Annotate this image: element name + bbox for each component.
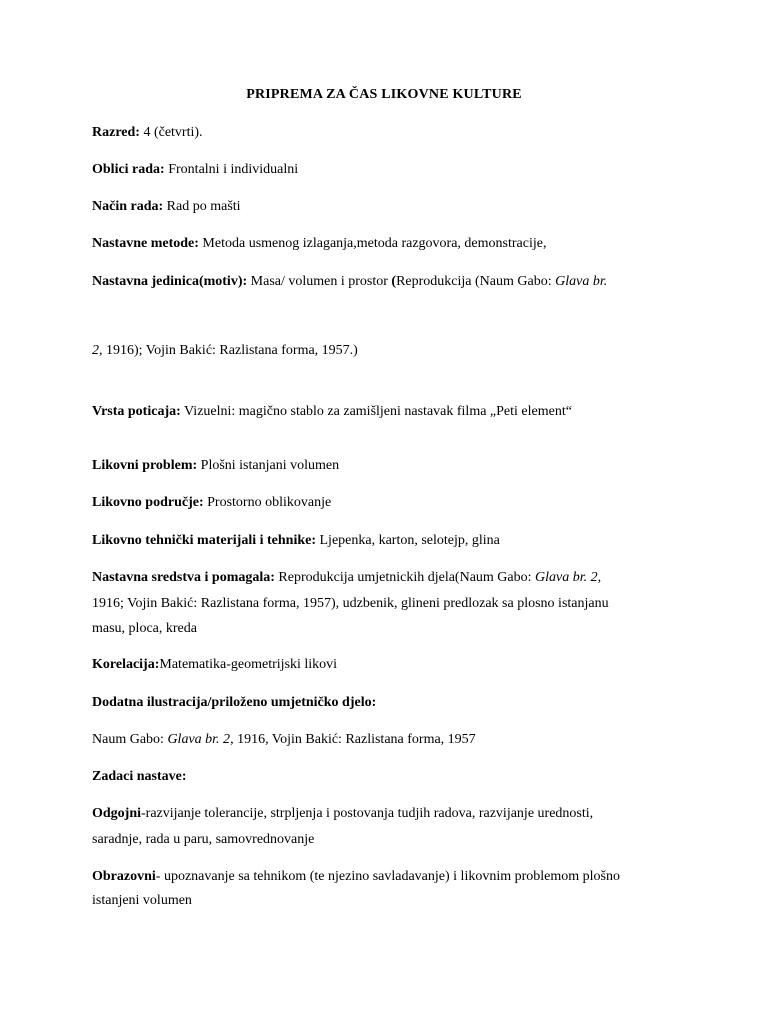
sredstva-value: Reprodukcija umjetnickih djela(Naum Gabo:	[274, 570, 536, 585]
document-title: PRIPREMA ZA ČAS LIKOVNE KULTURE	[246, 87, 522, 102]
nastavne-metode-value: Metoda usmenog izlaganja,metoda razgovora, demonstracije,	[198, 236, 547, 251]
sredstva-line-2: 1916; Vojin Bakić: Razlistana forma, 1957), udzbenik, glineni predlozak sa plosno istanjanu	[92, 596, 609, 611]
likovno-podrucje-line	[92, 495, 331, 511]
vrsta-poticaja-label: Vrsta poticaja:	[92, 404, 181, 419]
obrazovni-line	[92, 869, 620, 885]
likovno-podrucje-value: Prostorno oblikovanje	[203, 495, 332, 510]
nastavne-metode-label: Nastavne metode:	[92, 236, 199, 251]
sredstva-label: Nastavna sredstva i pomagala:	[92, 570, 275, 585]
naum-gabo-rest: , 1916, Vojin Bakić: Razlistana forma, 1957	[230, 732, 476, 747]
vrsta-poticaja-value: Vizuelni: magično stablo za zamišljeni nastavak filma „Peti element“	[180, 404, 572, 419]
likovni-problem-label: Likovni problem:	[92, 458, 198, 473]
nastavna-jedinica-continued	[92, 343, 358, 359]
materijali-line	[92, 533, 500, 549]
vrsta-poticaja-line	[92, 404, 572, 420]
obrazovni-value: - upoznavanje sa tehnikom (te njezino savladavanje) i likovnim problemom plošno	[155, 869, 620, 884]
materijali-label: Likovno tehnički materijali i tehnike:	[92, 533, 316, 548]
nacin-rada-label: Način rada:	[92, 199, 164, 214]
materijali-value: Ljepenka, karton, selotejp, glina	[316, 533, 500, 548]
nastavna-jedinica-line	[92, 274, 607, 290]
nastavna-jedinica-label: Nastavna jedinica(motiv):	[92, 274, 248, 289]
sredstva-comma: ,	[597, 570, 602, 585]
obrazovni-label: Obrazovni	[92, 869, 156, 884]
oblici-rada-label: Oblici rada:	[92, 162, 165, 177]
naum-gabo-artwork-italic: Glava br. 2	[167, 732, 231, 747]
zadaci-nastave-heading	[92, 769, 187, 785]
naum-gabo-text: Naum Gabo:	[92, 732, 168, 747]
odgojni-label: Odgojni	[92, 806, 142, 821]
sredstva-line	[92, 570, 601, 586]
paren: (	[391, 274, 397, 289]
nacin-rada-line	[92, 199, 241, 215]
reprodukcija-text: Reprodukcija (Naum Gabo:	[396, 274, 556, 289]
naum-gabo-line	[92, 732, 476, 748]
sredstva-artwork-italic: Glava br. 2	[535, 570, 598, 585]
reprodukcija-continued: , 1916); Vojin Bakić: Razlistana forma, 1957.)	[99, 343, 358, 358]
nastavne-metode-line	[92, 236, 546, 252]
nacin-rada-value: Rad po mašti	[163, 199, 241, 214]
razred-label: Razred:	[92, 125, 140, 140]
korelacija-value: Matematika-geometrijski likovi	[159, 657, 338, 672]
odgojni-value: -razvijanje tolerancije, strpljenja i postovanja tudjih radova, razvijanje urednosti,	[141, 806, 594, 821]
korelacija-line	[92, 657, 337, 673]
nastavna-jedinica-value: Masa/ volumen i prostor	[247, 274, 392, 289]
razred-value: 4 (četvrti).	[139, 125, 203, 140]
oblici-rada-value: Frontalni i individualni	[164, 162, 299, 177]
artwork-title-italic: Glava br.	[555, 274, 608, 289]
odgojni-line	[92, 806, 593, 822]
odgojni-line-2: saradnje, rada u paru, samovrednovanje	[92, 832, 315, 847]
oblici-rada-line	[92, 162, 298, 178]
razred-line	[92, 125, 203, 141]
dodatna-ilustracija-heading	[92, 695, 376, 711]
artwork-number-italic: 2	[92, 343, 99, 358]
likovno-podrucje-label: Likovno područje:	[92, 495, 204, 510]
zadaci-nastave-label: Zadaci nastave:	[92, 769, 187, 784]
sredstva-line-3: masu, ploca, kreda	[92, 621, 197, 636]
korelacija-label: Korelacija:	[92, 657, 160, 672]
likovni-problem-value: Plošni istanjani volumen	[197, 458, 340, 473]
likovni-problem-line	[92, 458, 339, 474]
dodatna-ilustracija-label: Dodatna ilustracija/priloženo umjetničko djelo:	[92, 695, 377, 710]
obrazovni-line-2: istanjeni volumen	[92, 893, 192, 908]
